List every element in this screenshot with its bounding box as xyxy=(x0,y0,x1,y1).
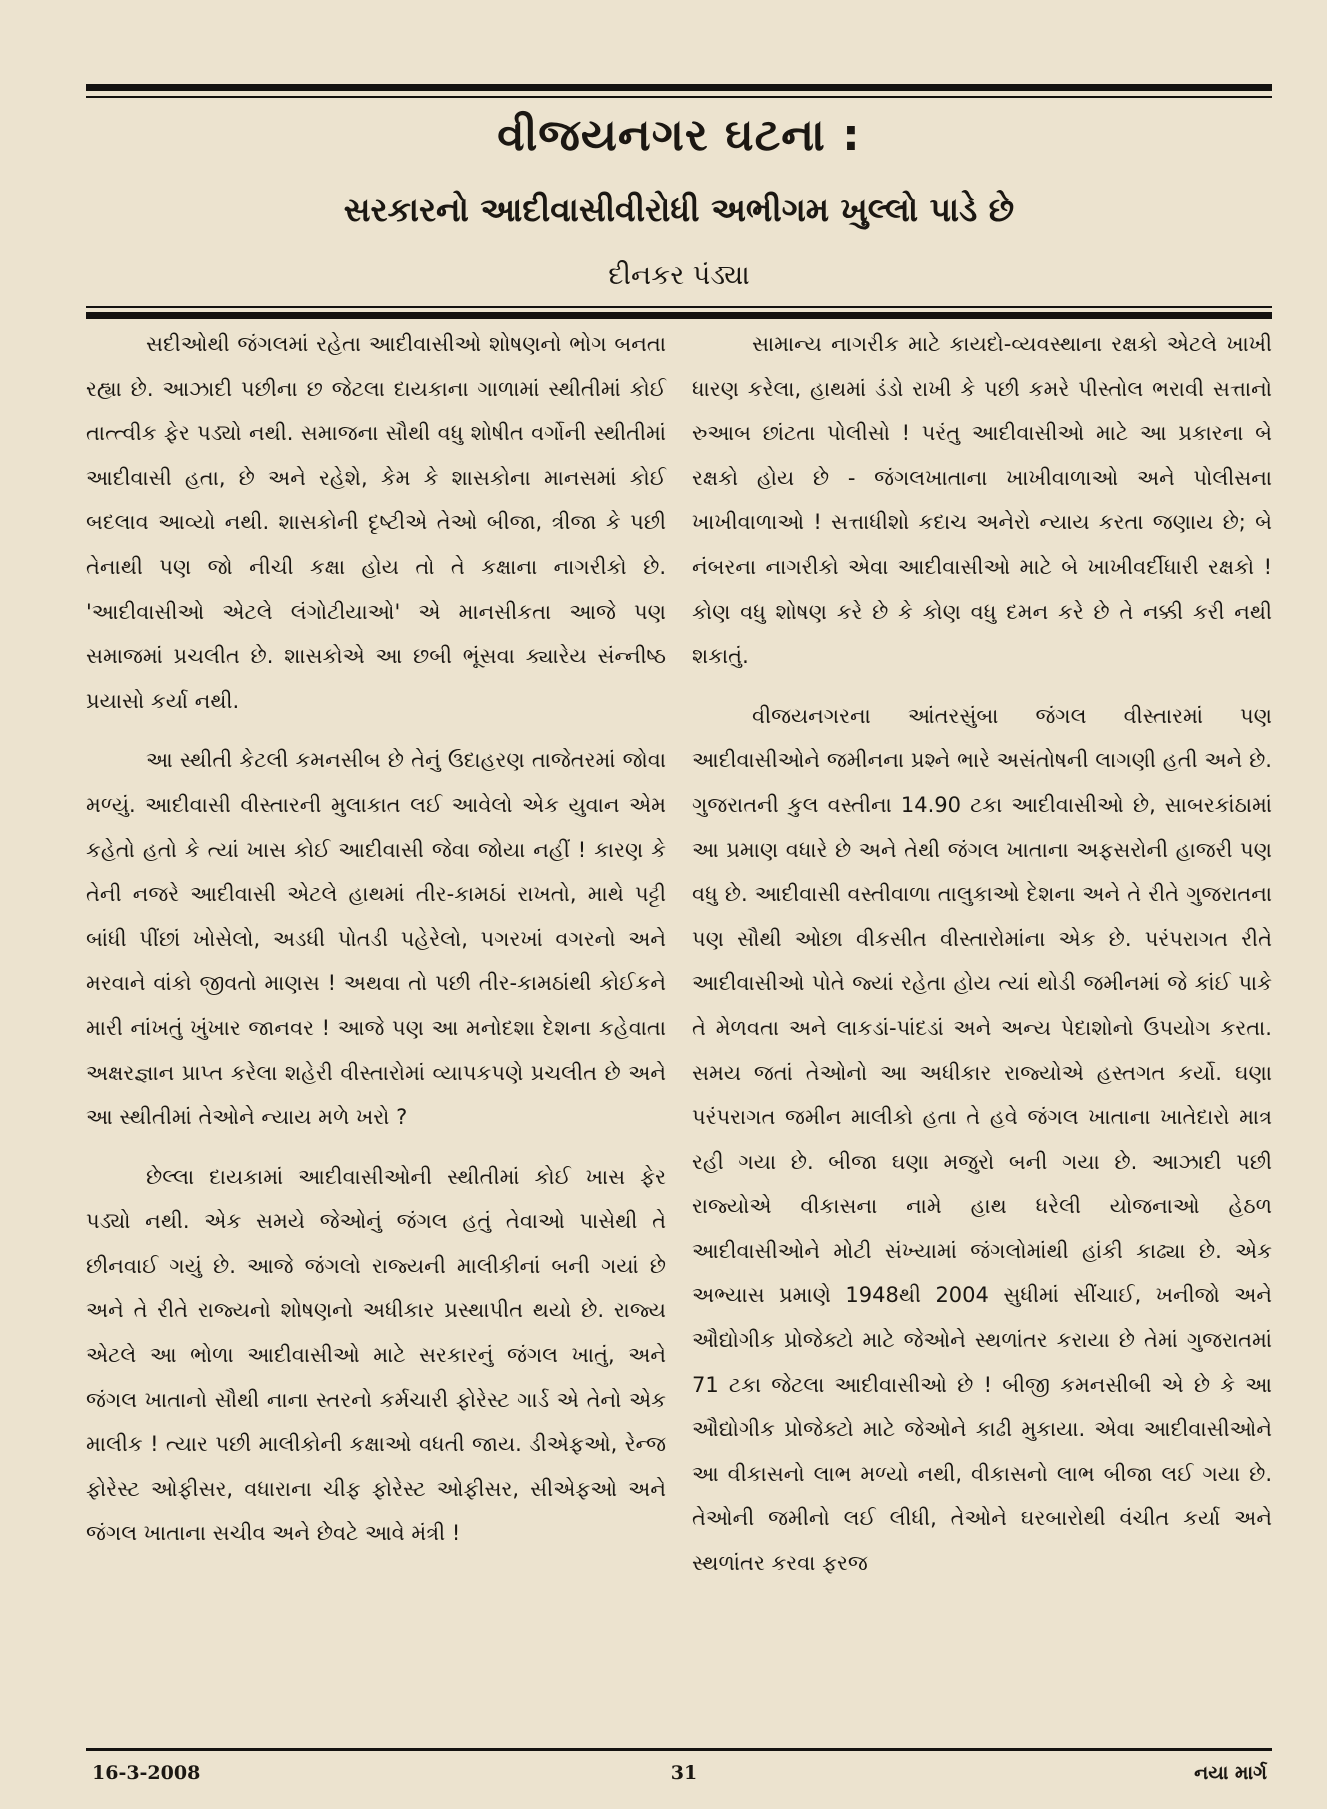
header-bottom-rule xyxy=(86,312,1272,319)
footer-magazine-name: નયા માર્ગ xyxy=(1194,1762,1267,1784)
footer-rule xyxy=(86,1748,1272,1751)
top-rule xyxy=(86,84,1272,91)
paragraph: આ સ્થીતી કેટલી કમનસીબ છે તેનું ઉદાહરણ તાજેતરમાં જોવા મળ્યું. આદીવાસી વીસ્તારની મુલાકાત લઈ આવેલો એક યુવાન એમ કહેતો હતો કે ત્યાં ખાસ કોઈ આદીવાસી જેવા જોયા નહીં ! કારણ કે તેની નજરે આદીવાસી એટલે હાથમાં તીર-કામઠાં રાખતો, માથે પટ્ટી બાંધી પીંછાં ખોસેલો, અડધી પોતડી પહેરેલો, પગરખાં વગરનો અને મરવાને વાંકો જીવતો માણસ ! અથવા તો પછી તીર-કામઠાંથી કોઈકને મારી નાંખતું ખુંખાર જાનવર ! આજે પણ આ મનોદશા દેશના કહેવાતા અક્ષરજ્ઞાન પ્રાપ્ત કરેલા શહેરી વીસ્તારોમાં વ્યાપકપણે પ્રચલીત છે અને આ સ્થીતીમાં તેઓને ન્યાય મળે ખરો ? xyxy=(86,748,666,1130)
left-column xyxy=(86,322,666,1571)
header-bottom-rule-thin xyxy=(86,306,1272,308)
paragraph: સદીઓથી જંગલમાં રહેતા આદીવાસીઓ શોષણનો ભોગ બનતા રહ્યા છે. આઝાદી પછીના છ જેટલા દાયકાના ગાળામાં સ્થીતીમાં કોઈ તાત્ત્વીક ફેર પડ્યો નથી. સમાજના સૌથી વધુ શોષીત વર્ગોની સ્થીતીમાં આદીવાસી હતા, છે અને રહેશે, કેમ કે શાસકોના માનસમાં કોઈ બદલાવ આવ્યો નથી. શાસકોની દૃષ્ટીએ તેઓ બીજા, ત્રીજા કે પછી તેનાથી પણ જો નીચી કક્ષા હોય તો તે કક્ષાના નાગરીકો છે. 'આદીવાસીઓ એટલે લંગોટીયાઓ' એ માનસીકતા આજે પણ સમાજમાં પ્રચલીત છે. શાસકોએ આ છબી ભૂંસવા ક્યારેય સંન્નીષ્ઠ પ્રયાસો કર્યા નથી. xyxy=(86,332,666,713)
article-subtitle: સરકારનો આદીવાસીવીરોધી અભીગમ ખુલ્લો પાડે છે xyxy=(343,190,1015,229)
footer-date: 16-3-2008 xyxy=(92,1762,201,1784)
right-column xyxy=(692,322,1272,1601)
article-author: દીનકર પંડ્યા xyxy=(608,260,750,291)
top-rule-thin xyxy=(86,96,1272,98)
paragraph: છેલ્લા દાયકામાં આદીવાસીઓની સ્થીતીમાં કોઈ ખાસ ફેર પડ્યો નથી. એક સમયે જેઓનું જંગલ હતું તેવાઓ પાસેથી તે છીનવાઈ ગયું છે. આજે જંગલો રાજ્યની માલીકીનાં બની ગયાં છે અને તે રીતે રાજ્યનો શોષણનો અધીકાર પ્રસ્થાપીત થયો છે. રાજ્ય એટલે આ ભોળા આદીવાસીઓ માટે સરકારનું જંગલ ખાતું, અને જંગલ ખાતાનો સૌથી નાના સ્તરનો કર્મચારી ફોરેસ્ટ ગાર્ડ એ તેનો એક માલીક ! ત્યાર પછી માલીકોની કક્ષાઓ વધતી જાય. ડીએફઓ, રેન્જ ફોરેસ્ટ ઓફીસર, વધારાના ચીફ ફોરેસ્ટ ઓફીસર, સીએફઓ અને જંગલ ખાતાના સચીવ અને છેવટે આવે મંત્રી ! xyxy=(86,1164,666,1546)
footer-page-number: 31 xyxy=(670,1762,698,1784)
paragraph: વીજયનગરના આંતરસુંબા જંગલ વીસ્તારમાં પણ આદીવાસીઓને જમીનના પ્રશ્ને ભારે અસંતોષની લાગણી હતી અને છે. ગુજરાતની કુલ વસ્તીના 14.90 ટકા આદીવાસીઓ છે, સાબરકાંઠામાં આ પ્રમાણ વધારે છે અને તેથી જંગલ ખાતાના અફસરોની હાજરી પણ વધુ છે. આદીવાસી વસ્તીવાળા તાલુકાઓ દેશના અને તે રીતે ગુજરાતના પણ સૌથી ઓછા વીકસીત વીસ્તારોમાંના એક છે. પરંપરાગત રીતે આદીવાસીઓ પોતે જ્યાં રહેતા હોય ત્યાં થોડી જમીનમાં જે કાંઈ પાકે તે મેળવતા અને લાકડાં-પાંદડાં અને અન્ય પેદાશોનો ઉપયોગ કરતા. સમય જતાં તેઓનો આ અધીકાર રાજ્યોએ હસ્તગત કર્યો. ઘણા પરંપરાગત જમીન માલીકો હતા તે હવે જંગલ ખાતાના ખાતેદારો માત્ર રહી ગયા છે. બીજા ઘણા મજુરો બની ગયા છે. આઝાદી પછી રાજ્યોએ વીકાસના નામે હાથ ધરેલી યોજનાઓ હેઠળ આદીવાસીઓને મોટી સંખ્યામાં જંગલોમાંથી હાંકી કાઢ્યા છે. એક અભ્યાસ પ્રમાણે 1948થી 2004 સુધીમાં સીંચાઈ, ખનીજો અને ઔદ્યોગીક પ્રોજેક્ટો માટે જેઓને સ્થળાંતર કરાયા છે તેમાં ગુજરાતમાં 71 ટકા જેટલા આદીવાસીઓ છે ! બીજી કમનસીબી એ છે કે આ ઔદ્યોગીક પ્રોજેક્ટો માટે જેઓને કાઢી મુકાયા. એવા આદીવાસીઓને આ વીકાસનો લાભ મળ્યો નથી, વીકાસનો લાભ બીજા લઈ ગયા છે. તેઓની જમીનો લઈ લીધી, તેઓને ઘરબારોથી વંચીત કર્યા અને સ્થળાંતર કરવા ફરજ xyxy=(692,703,1272,1576)
paragraph: સામાન્ય નાગરીક માટે કાયદો-વ્યવસ્થાના રક્ષકો એટલે ખાખી ધારણ કરેલા, હાથમાં ડંડો રાખી કે પછી કમરે પીસ્તોલ ભરાવી સત્તાનો રુઆબ છાંટતા પોલીસો ! પરંતુ આદીવાસીઓ માટે આ પ્રકારના બે રક્ષકો હોય છે - જંગલખાતાના ખાખીવાળાઓ અને પોલીસના ખાખીવાળાઓ ! સત્તાધીશો કદાચ અનેરો ન્યાય કરતા જણાય છે; બે નંબરના નાગરીકો એવા આદીવાસીઓ માટે બે ખાખીવર્દીધારી રક્ષકો ! કોણ વધુ શોષણ કરે છે કે કોણ વધુ દમન કરે છે તે નક્કી કરી નથી શકાતું. xyxy=(692,332,1272,669)
article-title: વીજયનગર ઘટના : xyxy=(497,110,861,161)
